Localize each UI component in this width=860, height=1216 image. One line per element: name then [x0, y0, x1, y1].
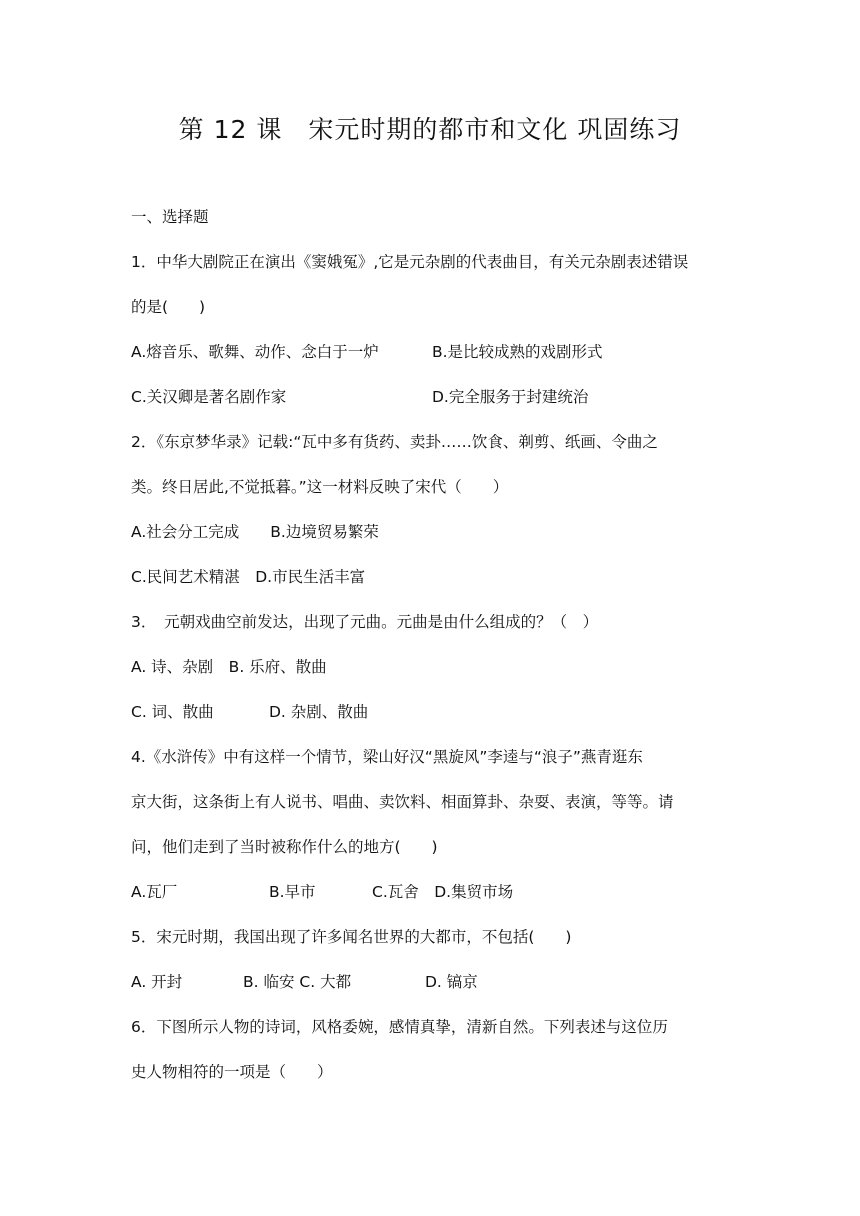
question-3-text: 3． 元朝戏曲空前发达，出现了元曲。元曲是由什么组成的？（ ） [131, 613, 599, 631]
question-4-option-a: A.瓦厂 [131, 883, 178, 901]
question-4-text-cont-2: 问，他们走到了当时被称作什么的地方( ) [131, 838, 438, 856]
question-4-text: 4.《水浒传》中有这样一个情节，梁山好汉“黑旋风”李逵与“浪子”燕青逛东 [131, 748, 643, 766]
question-1-option-c: C.关汉卿是著名剧作家 [131, 388, 287, 406]
question-1-option-d: D.完全服务于封建统治 [432, 388, 589, 406]
question-4-options-cd: C.瓦舍 D.集贸市场 [372, 883, 514, 901]
question-4-option-b: B.早市 [269, 883, 316, 901]
question-5-option-d: D. 镐京 [425, 973, 478, 991]
question-3-option-d: D. 杂剧、散曲 [269, 703, 369, 721]
question-5-options-bc: B. 临安 C. 大都 [243, 973, 352, 991]
question-2-options-ab: A.社会分工完成 B.边境贸易繁荣 [131, 523, 379, 541]
question-5-option-a: A. 开封 [131, 973, 183, 991]
question-3-option-c: C. 词、散曲 [131, 703, 214, 721]
question-1-option-a: A.熔音乐、歌舞、动作、念白于一炉 [131, 343, 379, 361]
question-1-option-b: B.是比较成熟的戏剧形式 [432, 343, 603, 361]
question-2-text-cont: 类。终日居此,不觉抵暮。”这一材料反映了宋代（ ） [131, 478, 509, 496]
question-2-text: 2．《东京梦华录》记载:“瓦中多有货药、卖卦……饮食、剃剪、纸画、令曲之 [131, 433, 658, 451]
question-6-text: 6．下图所示人物的诗词，风格委婉，感情真挚，清新自然。下列表述与这位历 [131, 1018, 668, 1036]
page-title: 第 12 课 宋元时期的都市和文化 巩固练习 [178, 115, 682, 144]
question-3-options-ab: A. 诗、杂剧 B. 乐府、散曲 [131, 658, 327, 676]
section-heading: 一、选择题 [131, 208, 209, 226]
question-2-options-cd: C.民间艺术精湛 D.市民生活丰富 [131, 568, 366, 586]
question-1-text: 1．中华大剧院正在演出《窦娥冤》,它是元杂剧的代表曲目，有关元杂剧表述错误 [131, 253, 689, 271]
question-5-text: 5．宋元时期，我国出现了许多闻名世界的大都市，不包括( ) [131, 928, 572, 946]
question-6-text-cont: 史人物相符的一项是（ ） [131, 1063, 333, 1081]
question-1-text-cont: 的是( ) [131, 298, 206, 316]
question-4-text-cont: 京大街，这条街上有人说书、唱曲、卖饮料、相面算卦、杂耍、表演，等等。请 [131, 793, 674, 811]
